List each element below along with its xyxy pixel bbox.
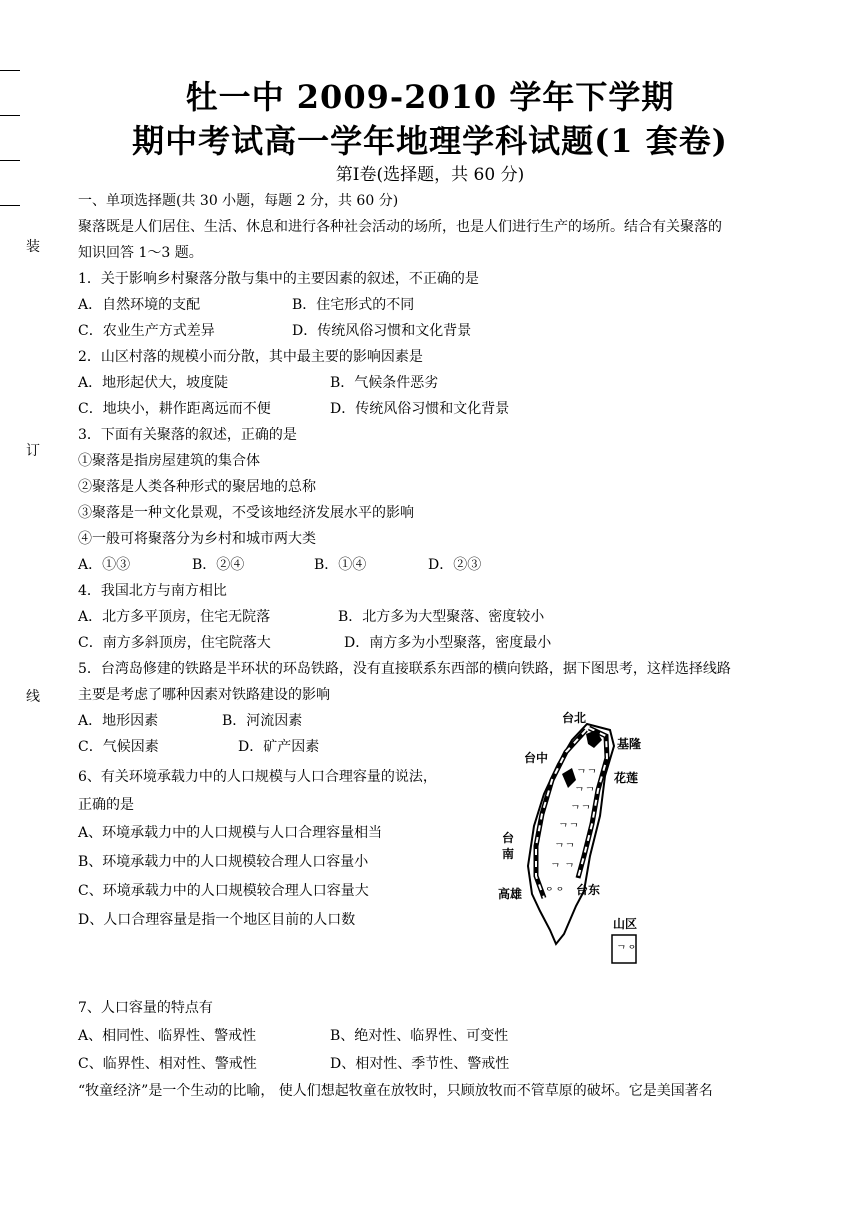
q5-option-a: A．地形因素 [78, 713, 159, 729]
question-1-stem: 1．关于影响乡村聚落分散与集中的主要因素的叙述，不正确的是 [78, 271, 479, 287]
map-label-keelung: 基隆 [617, 737, 642, 751]
map-label-tainan-1: 台 [502, 831, 515, 845]
svg-text:ᄋᄋ: ᄋᄋ [544, 886, 566, 899]
question-6-stem-line2: 正确的是 [78, 797, 134, 813]
question-7-stem: 7、人口容量的特点有 [78, 1000, 213, 1016]
q1-option-b: B．住宅形式的不同 [292, 297, 415, 313]
q1-option-a: A．自然环境的支配 [78, 297, 201, 313]
question-4-stem: 4．我国北方与南方相比 [78, 583, 227, 599]
svg-text:ᄀᄀ: ᄀᄀ [570, 804, 592, 817]
taiwan-railway-map [492, 706, 652, 976]
passage-tail: “牧童经济”是一个生动的比喻， 使人们想起牧童在放牧时，只顾放牧而不管草原的破坏。它是美国著名 [78, 1083, 713, 1099]
intro-line1: 聚落既是人们居住、生活、休息和进行各种社会活动的场所，也是人们进行生产的场所。结合有关聚落的 [78, 219, 722, 235]
map-label-taichung: 台中 [524, 751, 549, 765]
q2-option-d: D．传统风俗习惯和文化背景 [330, 401, 510, 417]
q1-option-d: D．传统风俗习惯和文化背景 [292, 323, 472, 339]
map-label-taitung: 台东 [576, 883, 601, 897]
question-2-stem: 2．山区村落的规模小而分散，其中最主要的影响因素是 [78, 349, 423, 365]
q7-option-d: D、相对性、季节性、警戒性 [330, 1056, 510, 1072]
q2-option-b: B．气候条件恶劣 [330, 375, 439, 391]
question-6-stem-line1: 6、有关环境承载力中的人口规模与人口合理容量的说法， [78, 769, 437, 785]
map-label-taipei: 台北 [562, 711, 587, 725]
q5-option-d: D．矿产因素 [238, 739, 320, 755]
q1-option-c: C．农业生产方式差异 [78, 323, 215, 339]
q4-option-b: B．北方多为大型聚落、密度较小 [338, 609, 545, 625]
exam-title-line1: 牡一中 2009-2010 学年下学期 [185, 78, 675, 116]
q7-option-b: B、绝对性、临界性、可变性 [330, 1028, 509, 1044]
margin-char-ding: 订 [26, 443, 40, 459]
svg-text:ᄀᄀ: ᄀᄀ [554, 842, 576, 855]
exam-title-line2: 期中考试高一学年地理学科试题(1 套卷) [132, 122, 728, 160]
q3-option-c: B．①④ [314, 557, 367, 573]
q5-option-b: B．河流因素 [222, 713, 303, 729]
part1-heading: 一、单项选择题(共 30 小题，每题 2 分，共 60 分) [78, 193, 399, 209]
q3-option-a: A．①③ [78, 557, 131, 573]
q6-option-a: A、环境承载力中的人口规模与人口合理容量相当 [78, 825, 383, 841]
legend-mountain-symbol: ᄀᄋ [616, 944, 638, 957]
legend-label-mountain: 山区 [613, 917, 638, 931]
map-label-hualien: 花莲 [614, 771, 639, 785]
q2-option-a: A．地形起伏大，坡度陡 [78, 375, 229, 391]
q6-option-b: B、环境承载力中的人口规模较合理人口容量小 [78, 854, 369, 870]
section-title: 第Ⅰ卷(选择题，共 60 分) [335, 165, 525, 185]
q4-option-d: D．南方多为小型聚落，密度最小 [344, 635, 552, 651]
q4-option-a: A．北方多平顶房，住宅无院落 [78, 609, 271, 625]
map-label-tainan-2: 南 [502, 847, 515, 861]
question-5-stem-line2: 主要是考虑了哪种因素对铁路建设的影响 [78, 687, 330, 703]
q3-statement-1: ①聚落是指房屋建筑的集合体 [78, 453, 260, 469]
binding-line [0, 205, 20, 206]
q5-option-c: C．气候因素 [78, 739, 159, 755]
q3-statement-3: ③聚落是一种文化景观，不受该地经济发展水平的影响 [78, 505, 414, 521]
q3-statement-2: ②聚落是人类各种形式的聚居地的总称 [78, 479, 316, 495]
question-5-stem-line1: 5．台湾岛修建的铁路是半环状的环岛铁路，没有直接联系东西部的横向铁路，据下图思考，这样选择线路 [78, 661, 731, 677]
q3-option-d: D．②③ [428, 557, 482, 573]
q3-statement-4: ④一般可将聚落分为乡村和城市两大类 [78, 531, 316, 547]
binding-line [0, 70, 20, 71]
margin-char-zhuang: 装 [26, 239, 40, 255]
q4-option-c: C．南方多斜顶房，住宅院落大 [78, 635, 271, 651]
svg-text:ᄀᄀ: ᄀᄀ [574, 786, 596, 799]
svg-text:ᄀᄀ: ᄀᄀ [558, 822, 580, 835]
q6-option-d: D、人口合理容量是指一个地区目前的人口数 [78, 912, 356, 928]
question-3-stem: 3．下面有关聚落的叙述，正确的是 [78, 427, 297, 443]
intro-line2: 知识回答 1～3 题。 [78, 245, 203, 261]
svg-text:ᄀ ᄀ: ᄀ ᄀ [550, 862, 575, 875]
q7-option-c: C、临界性、相对性、警戒性 [78, 1056, 257, 1072]
margin-char-xian: 线 [26, 689, 40, 705]
svg-text:ᄀᄀ: ᄀᄀ [576, 768, 598, 781]
map-label-kaohsiung: 高雄 [498, 887, 523, 901]
q2-option-c: C．地块小，耕作距离远而不便 [78, 401, 271, 417]
q6-option-c: C、环境承载力中的人口规模较合理人口容量大 [78, 883, 369, 899]
q3-option-b: B．②④ [192, 557, 245, 573]
q7-option-a: A、相同性、临界性、警戒性 [78, 1028, 257, 1044]
